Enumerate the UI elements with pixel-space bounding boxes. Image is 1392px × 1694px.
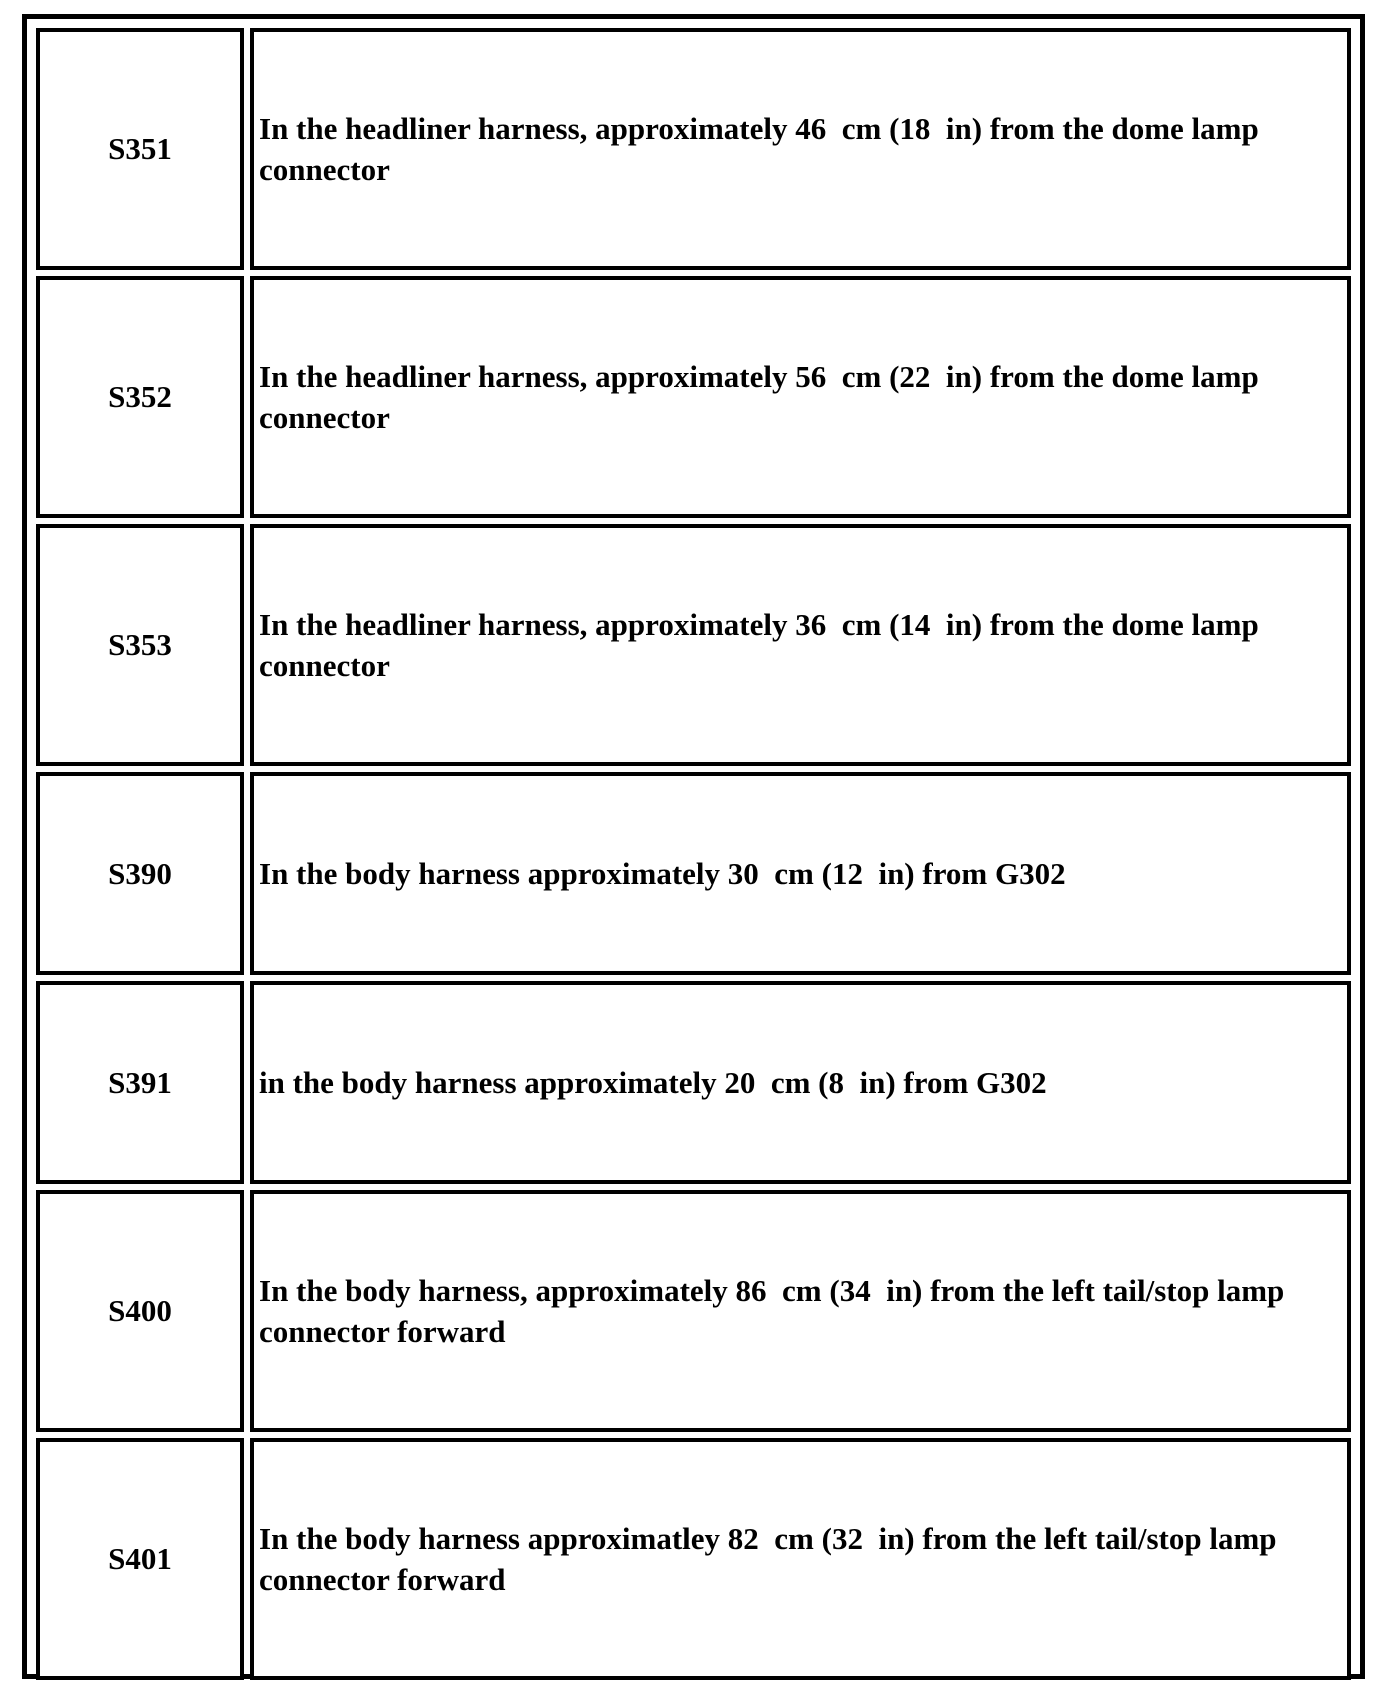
splice-description-cell <box>250 1190 1351 1432</box>
splice-code-cell <box>36 772 244 975</box>
splice-description: In the headliner harness, approximately 56 cm (22 in) from the dome lamp connector <box>259 359 1267 435</box>
splice-table-frame <box>22 14 1365 1679</box>
splice-code: S391 <box>108 1064 172 1100</box>
splice-code-cell <box>36 1190 244 1432</box>
splice-code: S401 <box>108 1541 172 1576</box>
splice-code: S400 <box>108 1293 172 1328</box>
table-row <box>36 276 1351 518</box>
splice-description-cell <box>250 524 1351 766</box>
splice-description: In the body harness, approximately 86 cm (34 in) from the left tail/stop lamp connector forward <box>259 1273 1293 1349</box>
splice-code-cell <box>36 276 244 518</box>
splice-description: In the headliner harness, approximately 46 cm (18 in) from the dome lamp connector <box>259 111 1267 187</box>
splice-code: S353 <box>108 627 172 662</box>
splice-code: S351 <box>108 131 172 166</box>
splice-code: S390 <box>108 855 172 891</box>
splice-location-table <box>30 22 1357 1686</box>
table-row <box>36 28 1351 270</box>
splice-description-cell <box>250 276 1351 518</box>
splice-description: In the body harness approximately 30 cm (12 in) from G302 <box>259 856 1066 891</box>
table-row <box>36 524 1351 766</box>
splice-description-cell <box>250 28 1351 270</box>
splice-code-cell <box>36 1438 244 1680</box>
splice-description: In the body harness approximatley 82 cm (32 in) from the left tail/stop lamp connector forward <box>259 1521 1285 1597</box>
splice-description-cell <box>250 772 1351 975</box>
splice-description: In the headliner harness, approximately 36 cm (14 in) from the dome lamp connector <box>259 607 1267 683</box>
splice-code-cell <box>36 28 244 270</box>
table-row <box>36 981 1351 1184</box>
table-row <box>36 1190 1351 1432</box>
splice-description-cell <box>250 1438 1351 1680</box>
splice-code-cell <box>36 524 244 766</box>
splice-description: in the body harness approximately 20 cm (8 in) from G302 <box>259 1065 1047 1100</box>
table-row <box>36 1438 1351 1680</box>
table-row <box>36 772 1351 975</box>
splice-code: S352 <box>108 379 172 414</box>
splice-description-cell <box>250 981 1351 1184</box>
splice-code-cell <box>36 981 244 1184</box>
